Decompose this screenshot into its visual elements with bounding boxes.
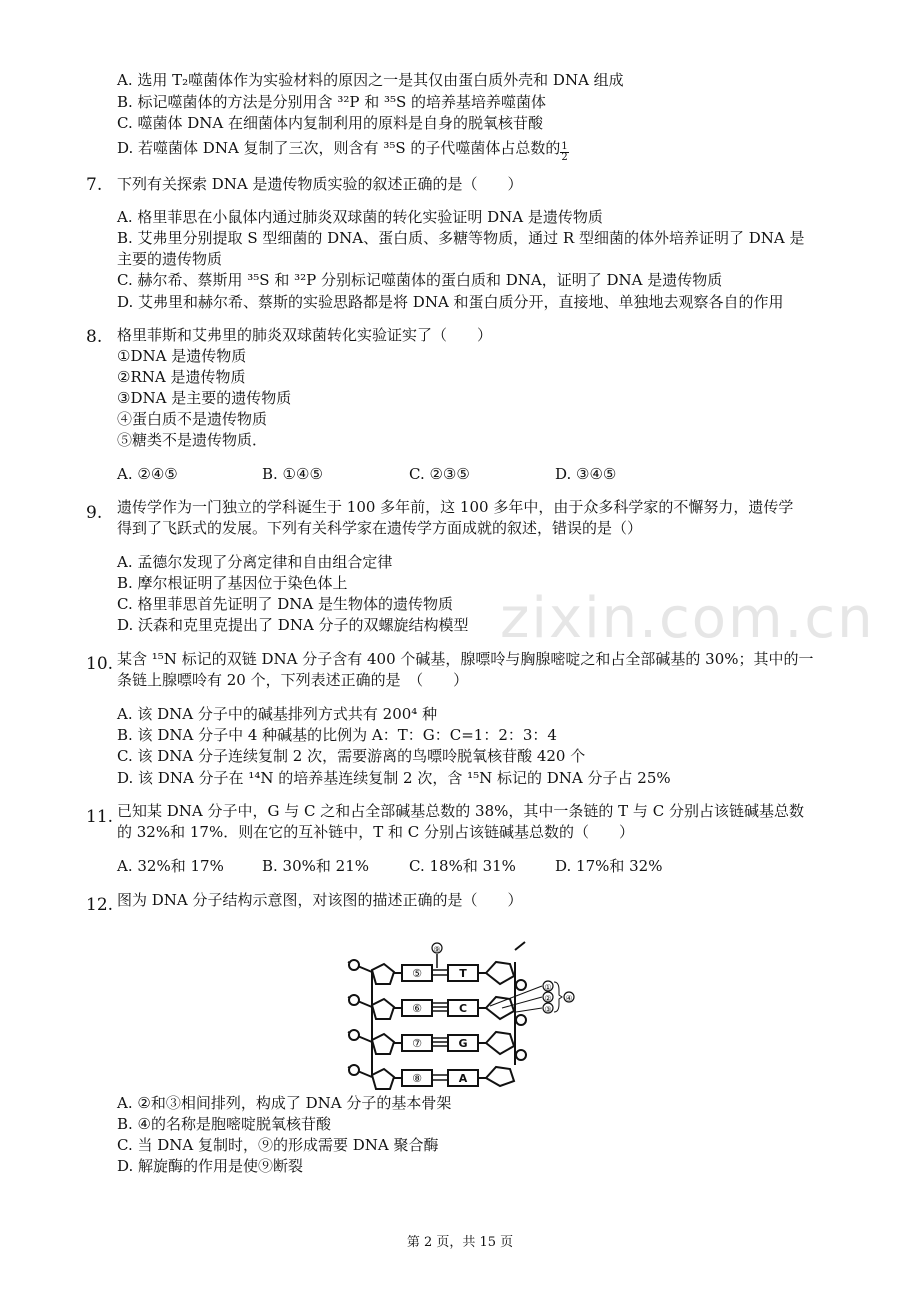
q7-option-c: C. 赫尔希、蔡斯用 ³⁵S 和 ³²P 分别标记噬菌体的蛋白质和 DNA，证明了 DNA 是遗传物质 (117, 271, 723, 289)
q11-option-b: B. 30%和 21% (262, 857, 370, 875)
q6-option-c: C. 噬菌体 DNA 在细菌体内复制利用的原料是自身的脱氧核苷酸 (117, 114, 544, 132)
right-bases (448, 965, 478, 1086)
q11-number: 11. (86, 807, 114, 827)
base-a: A (458, 1072, 468, 1085)
watermark: zixin.com.cn (500, 586, 875, 651)
q6-option-b: B. 标记噬菌体的方法是分别用含 ³²P 和 ³⁵S 的培养基培养噬菌体 (117, 93, 547, 111)
q7-stem: 下列有关探索 DNA 是遗传物质实验的叙述正确的是（ ） (117, 175, 523, 193)
q7-option-b-line1: B. 艾弗里分别提取 S 型细菌的 DNA、蛋白质、多糖等物质，通过 R 型细菌的体外培养证明了 DNA 是 (117, 229, 805, 247)
q12-stem: 图为 DNA 分子结构示意图，对该图的描述正确的是（ ） (117, 891, 523, 909)
q10-stem-line2: 条链上腺嘌呤有 20 个，下列表述正确的是 （ ） (117, 671, 469, 689)
q11-option-c: C. 18%和 31% (409, 857, 516, 875)
base-t: T (459, 967, 467, 980)
q8-option-c: C. ②③⑤ (409, 465, 470, 483)
q9-option-c: C. 格里菲思首先证明了 DNA 是生物体的遗传物质 (117, 595, 454, 613)
label-7: ⑦ (412, 1037, 422, 1050)
label-8: ⑧ (412, 1072, 422, 1085)
label-5: ⑤ (412, 967, 422, 980)
q10-stem-line1: 某含 ¹⁵N 标记的双链 DNA 分子含有 400 个碱基，腺嘌呤与胸腺嘧啶之和占全部碱基的 30%；其中的一 (117, 650, 814, 668)
q9-stem-line2: 得到了飞跃式的发展。下列有关科学家在遗传学方面成就的叙述，错误的是（） (117, 519, 643, 537)
q12-option-d: D. 解旋酶的作用是使⑨断裂 (117, 1157, 304, 1175)
q11-option-d: D. 17%和 32% (555, 857, 663, 875)
base-c: C (458, 1002, 468, 1015)
q9-option-a: A. 孟德尔发现了分离定律和自由组合定律 (117, 553, 393, 571)
label-9: ⑨ (433, 945, 441, 954)
label-1: ① (544, 983, 552, 992)
label-4: ④ (565, 994, 573, 1003)
left-phosphate-bonds (348, 962, 372, 1077)
q8-item-2: ②RNA 是遗传物质 (117, 368, 246, 386)
q6-option-d-fraction (560, 142, 568, 163)
q10-option-a: A. 该 DNA 分子中的碱基排列方式共有 200⁴ 种 (117, 705, 438, 723)
page-footer: 第 2 页，共 15 页 (406, 1235, 514, 1250)
q12-number: 12. (86, 895, 114, 915)
fraction-denominator: 2 (561, 152, 568, 163)
q8-item-3: ③DNA 是主要的遗传物质 (117, 389, 292, 407)
hydrogen-bonds (433, 970, 447, 1080)
q6-option-d-text: D. 若噬菌体 DNA 复制了三次，则含有 ³⁵S 的子代噬菌体占总数的 (117, 139, 561, 157)
left-phosphates (349, 960, 359, 1075)
q7-option-b-line2: 主要的遗传物质 (117, 250, 223, 268)
q8-stem: 格里菲斯和艾弗里的肺炎双球菌转化实验证实了（ ） (117, 326, 493, 344)
base-g: G (458, 1037, 468, 1050)
dna-structure-diagram (340, 940, 580, 1090)
q7-number: 7. (86, 175, 103, 195)
q11-option-a: A. 32%和 17% (117, 857, 224, 875)
q9-number: 9. (86, 503, 103, 523)
q10-option-d: D. 该 DNA 分子在 ¹⁴N 的培养基连续复制 2 次，含 ¹⁵N 标记的 DNA 分子占 25% (117, 769, 671, 787)
q8-option-d: D. ③④⑤ (555, 465, 617, 483)
q11-stem-line1: 已知某 DNA 分子中，G 与 C 之和占全部碱基总数的 38%，其中一条链的 T 与 C 分别占该链碱基总数 (117, 802, 804, 820)
q8-option-a: A. ②④⑤ (117, 465, 178, 483)
q6-option-a: A. 选用 T₂噬菌体作为实验材料的原因之一是其仅由蛋白质外壳和 DNA 组成 (117, 71, 624, 89)
q10-option-b: B. 该 DNA 分子中 4 种碱基的比例为 A：T：G：C=1：2：3：4 (117, 726, 557, 744)
q12-option-c: C. 当 DNA 复制时，⑨的形成需要 DNA 聚合酶 (117, 1136, 439, 1154)
q8-item-5: ⑤糖类不是遗传物质． (117, 431, 268, 449)
label-6: ⑥ (412, 1002, 422, 1015)
q7-option-d: D. 艾弗里和赫尔希、蔡斯的实验思路都是将 DNA 和蛋白质分开，直接地、单独地去观察各自的作用 (117, 293, 784, 311)
fraction-numerator: 1 (561, 141, 568, 152)
q9-option-d: D. 沃森和克里克提出了 DNA 分子的双螺旋结构模型 (117, 616, 469, 634)
q8-item-1: ①DNA 是遗传物质 (117, 347, 247, 365)
q6-option-d (117, 138, 569, 163)
q9-stem-line1: 遗传学作为一门独立的学科诞生于 100 多年前，这 100 多年中，由于众多科学家的不懈努力，遗传学 (117, 498, 794, 516)
q9-option-b: B. 摩尔根证明了基因位于染色体上 (117, 574, 348, 592)
q12-option-a: A. ②和③相间排列，构成了 DNA 分子的基本骨架 (117, 1094, 452, 1112)
q10-number: 10. (86, 654, 114, 674)
label-3: ③ (544, 1005, 552, 1014)
q8-item-4: ④蛋白质不是遗传物质 (117, 410, 268, 428)
q8-number: 8. (86, 327, 103, 347)
left-bases (402, 965, 432, 1086)
q11-stem-line2: 的 32%和 17%．则在它的互补链中，T 和 C 分别占该链碱基总数的（ ） (117, 823, 635, 841)
q8-option-b: B. ①④⑤ (262, 465, 323, 483)
right-phosphates (516, 980, 526, 1060)
right-sugars (486, 962, 514, 1086)
q7-option-a: A. 格里菲思在小鼠体内通过肺炎双球菌的转化实验证明 DNA 是遗传物质 (117, 208, 603, 226)
label-2: ② (544, 994, 552, 1003)
q10-option-c: C. 该 DNA 分子连续复制 2 次，需要游离的鸟嘌呤脱氧核苷酸 420 个 (117, 747, 586, 765)
left-sugars (372, 964, 394, 1089)
q12-option-b: B. ④的名称是胞嘧啶脱氧核苷酸 (117, 1115, 332, 1133)
